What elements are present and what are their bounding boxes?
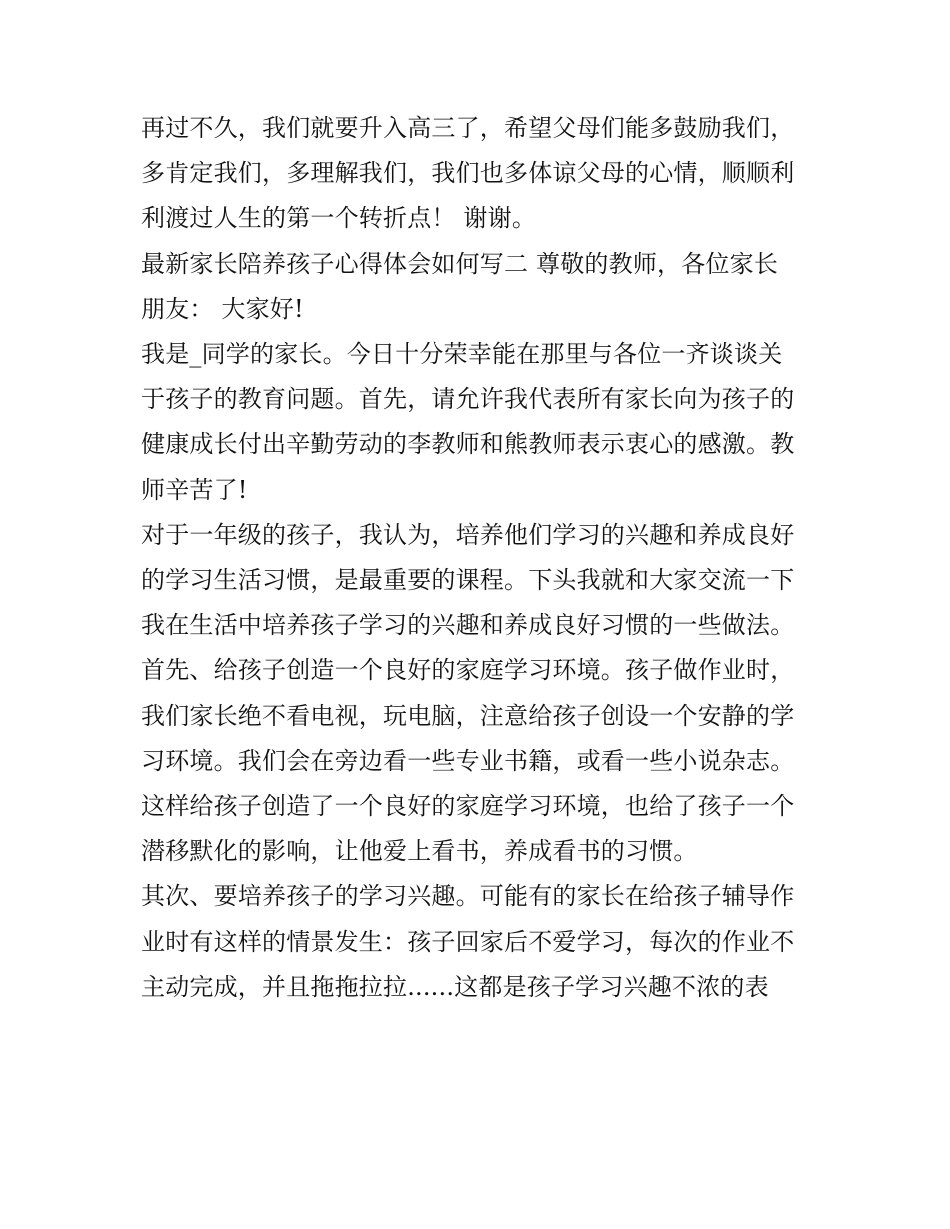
paragraph-3: 我是_同学的家长。今日十分荣幸能在那里与各位一齐谈谈关 于孩子的教育问题。首先，请允许我代表所有家长向为孩子的 健康成长付出辛勤劳动的李教师和熊教师表示衷心的感激。教 师辛苦了!	[141, 340, 795, 504]
paragraph-4: 对于一年级的孩子，我认为，培养他们学习的兴趣和养成良好 的学习生活习惯，是最重要的课程。下头我就和大家交流一下 我在生活中培养孩子学习的兴趣和养成良好习惯的一些做法。	[141, 520, 795, 640]
paragraph-6: 其次、要培养孩子的学习兴趣。可能有的家长在给孩子辅导作 业时有这样的情景发生：孩子回家后不爱学习，每次的作业不 主动完成，并且拖拖拉拉......这都是孩子学习兴趣不浓的表	[141, 882, 795, 1001]
document-body	[141, 106, 821, 1010]
paragraph-5: 首先、给孩子创造一个良好的家庭学习环境。孩子做作业时， 我们家长绝不看电视，玩电脑，注意给孩子创设一个安静的学 习环境。我们会在旁边看一些专业书籍，或看一些小说杂志。 这样给孩子创造了一个良好的家庭学习环境，也给了孩子一个 潜移默化的影响，让他爱上看书，养成看书的习惯。	[141, 656, 795, 866]
paragraph-1: 再过不久，我们就要升入高三了，希望父母们能多鼓励我们， 多肯定我们，多理解我们，我们也多体谅父母的心情，顺顺利 利渡过人生的第一个转折点！ 谢谢。	[141, 114, 795, 233]
paragraph-2: 最新家长陪养孩子心得体会如何写二 尊敬的教师，各位家长 朋友： 大家好!	[141, 249, 779, 323]
